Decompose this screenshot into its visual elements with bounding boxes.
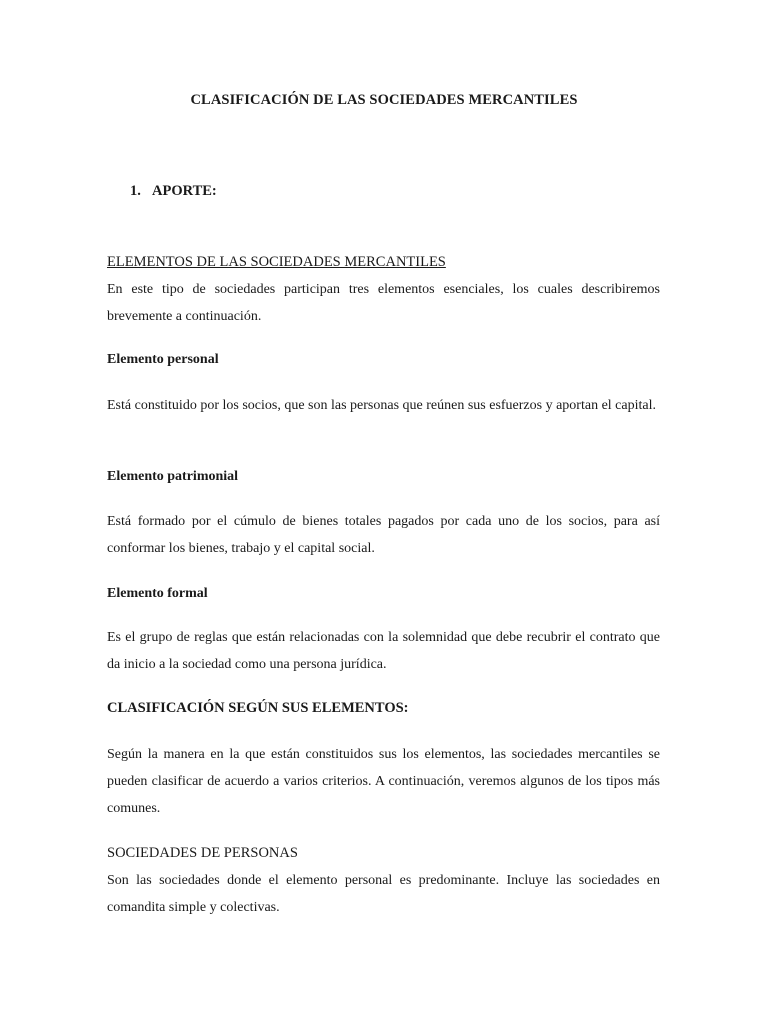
patrimonial-text-block <box>107 508 660 562</box>
personal-paragraph: Está constituido por los socios, que son las personas que reúnen sus esfuerzos y aportan el capital. <box>107 398 656 413</box>
section-number: 1. <box>130 183 141 199</box>
personal-heading: Elemento personal <box>107 352 219 367</box>
formal-heading: Elemento formal <box>107 586 208 601</box>
personal-heading-block <box>107 346 660 373</box>
patrimonial-heading-block <box>107 463 660 490</box>
section-label: APORTE: <box>152 183 217 199</box>
classification-paragraph: Según la manera en la que están constituidos sus los elementos, las sociedades mercantiles se pueden clasificar de acuerdo a varios criterios. A continuación, veremos algunos de los tipos más comunes. <box>107 747 660 816</box>
section-aporte-heading <box>130 183 217 200</box>
document-title: CLASIFICACIÓN DE LAS SOCIEDADES MERCANTILES <box>190 92 578 108</box>
classification-heading-block <box>107 695 660 722</box>
formal-text-block <box>107 624 660 678</box>
personas-heading: SOCIEDADES DE PERSONAS <box>107 845 298 861</box>
elements-section <box>107 249 660 330</box>
personal-text-block <box>107 392 660 419</box>
elements-heading: ELEMENTOS DE LAS SOCIEDADES MERCANTILES <box>107 254 446 270</box>
patrimonial-heading: Elemento patrimonial <box>107 469 239 484</box>
patrimonial-paragraph: Está formado por el cúmulo de bienes totales pagados por cada uno de los socios, para así conformar los bienes, trabajo y el capital social. <box>107 514 660 556</box>
classification-text-block <box>107 741 660 822</box>
personas-paragraph: Son las sociedades donde el elemento personal es predominante. Incluye las sociedades en comandita simple y colectivas. <box>107 873 660 915</box>
formal-paragraph: Es el grupo de reglas que están relacionadas con la solemnidad que debe recubrir el contrato que da inicio a la sociedad como una persona jurídica. <box>107 630 660 672</box>
formal-heading-block <box>107 580 660 607</box>
elements-intro-paragraph: En este tipo de sociedades participan tres elementos esenciales, los cuales describiremos brevemente a continuación. <box>107 282 660 324</box>
classification-heading: CLASIFICACIÓN SEGÚN SUS ELEMENTOS: <box>107 700 409 716</box>
personas-section <box>107 840 660 921</box>
